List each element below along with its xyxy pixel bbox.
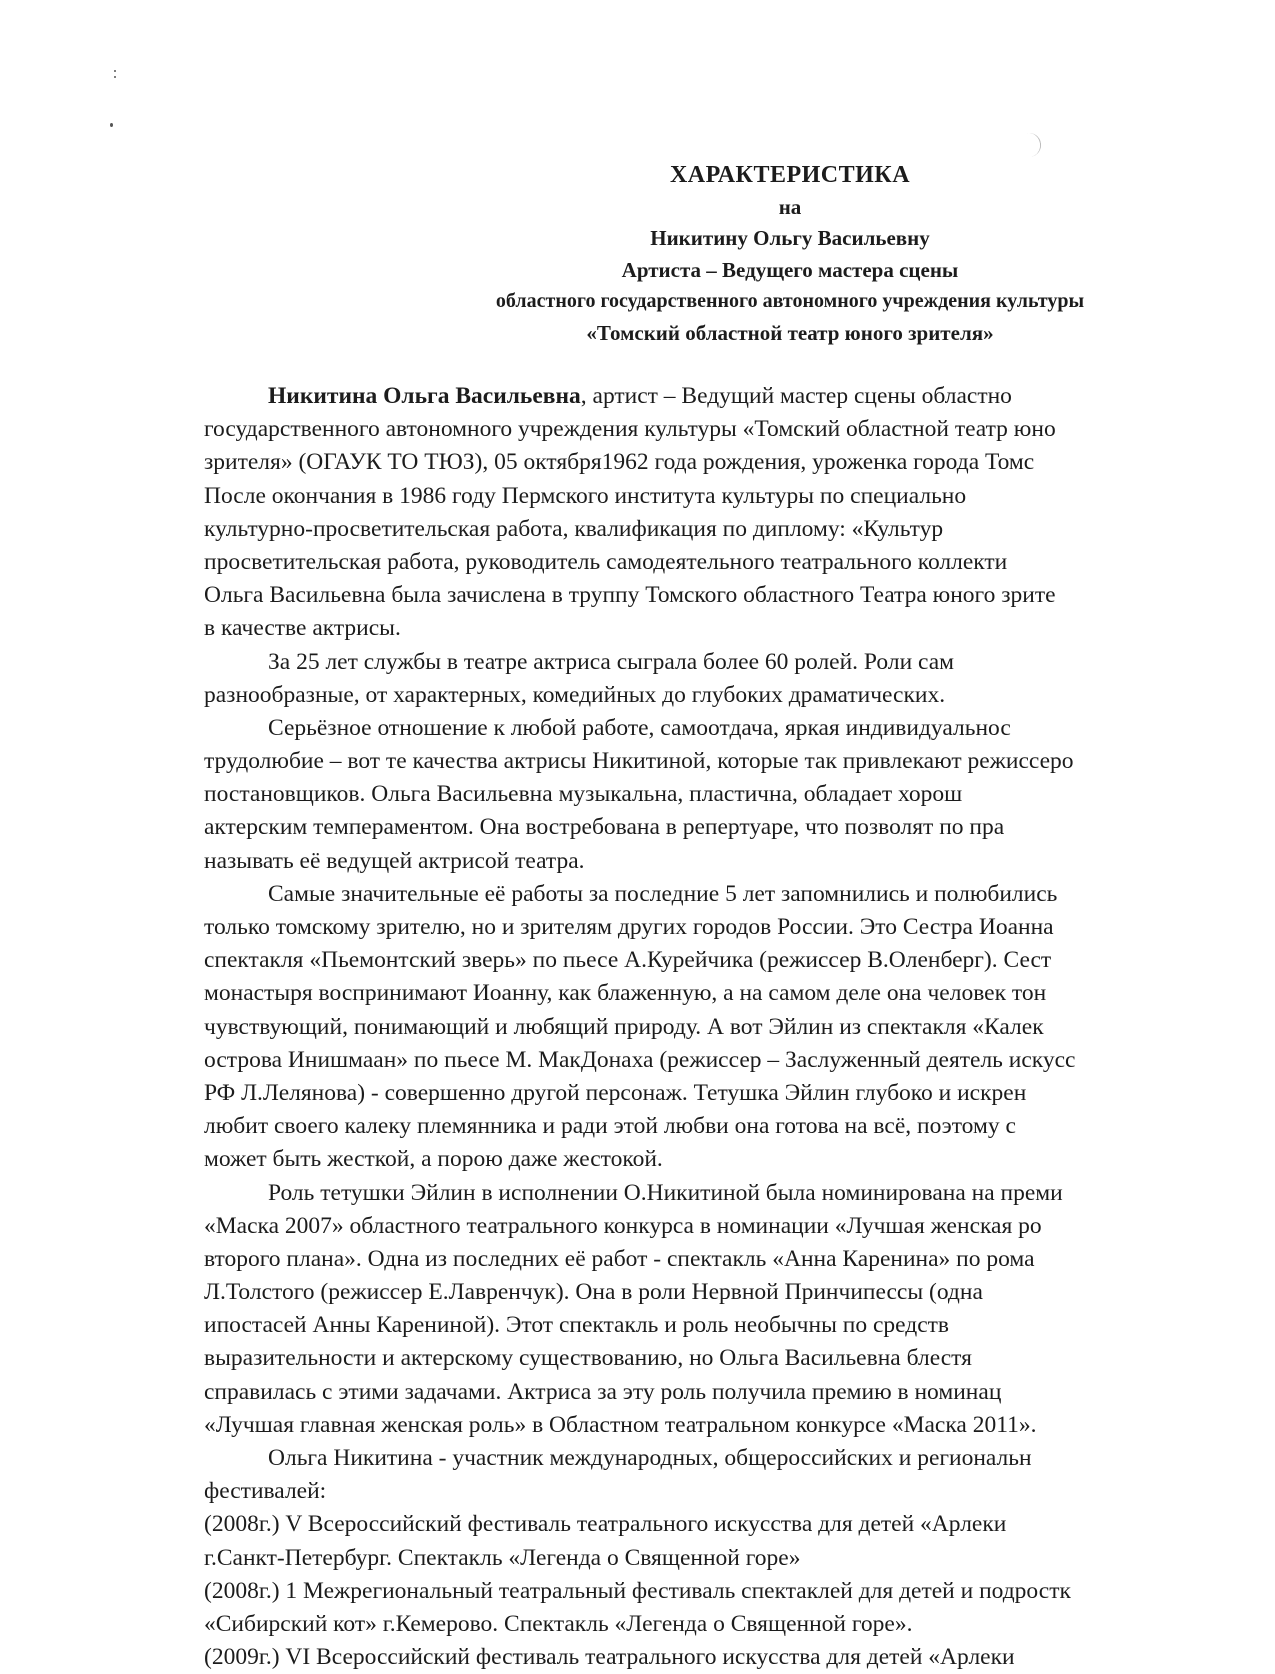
- body-line: называть её ведущей актрисой театра.: [204, 847, 585, 874]
- body-line: Ольга Васильевна была зачислена в труппу Томского областного Театра юного зрите: [204, 582, 1056, 609]
- body-line: «Маска 2007» областного театрального конкурса в номинации «Лучшая женская ро: [204, 1212, 1042, 1239]
- header-theatre-name: «Томский областной театр юного зрителя»: [586, 320, 994, 345]
- body-line: За 25 лет службы в театре актриса сыграла более 60 ролей. Роли сам: [268, 648, 955, 675]
- body-line: справилась с этими задачами. Актриса за эту роль получила премию в номинац: [204, 1378, 1002, 1405]
- body-line: Никитина Ольга Васильевна, артист – Ведущий мастер сцены областно: [268, 383, 1012, 409]
- header-preposition: на: [778, 194, 802, 219]
- scan-speck: [114, 70, 116, 72]
- body-line: просветительская работа, руководитель самодеятельного театрального коллекти: [204, 548, 1008, 575]
- body-line: (2009г.) VI Всероссийский фестиваль театрального искусства для детей «Арлеки: [204, 1644, 1015, 1671]
- lead-name: Никитина Ольга Васильевна: [268, 383, 581, 409]
- body-line: острова Инишмаан» по пьесе М. МакДонаха (режиссер – Заслуженный деятель искусс: [204, 1046, 1076, 1073]
- body-line: может быть жесткой, а порою даже жестокой.: [204, 1146, 663, 1173]
- body-line: РФ Л.Лелянова) - совершенно другой персонаж. Тетушка Эйлин глубоко и искрен: [204, 1079, 1027, 1106]
- body-line: «Лучшая главная женская роль» в Областном театральном конкурсе «Маска 2011».: [204, 1411, 1037, 1438]
- body-line: ипостасей Анны Карениной). Этот спектакль и роль необычны по средств: [204, 1312, 950, 1339]
- body-line: трудолюбие – вот те качества актрисы Никитиной, которые так привлекают режиссеро: [204, 748, 1074, 775]
- body-line: Самые значительные её работы за последние 5 лет запомнились и полюбились: [268, 880, 1058, 907]
- body-line: После окончания в 1986 году Пермского института культуры по специально: [204, 482, 967, 509]
- scan-speck: [110, 123, 113, 127]
- body-line: (2008г.) 1 Межрегиональный театральный фестиваль спектаклей для детей и подростк: [204, 1577, 1071, 1604]
- body-line: государственного автономного учреждения культуры «Томский областной театр юно: [204, 416, 1056, 443]
- body-line: постановщиков. Ольга Васильевна музыкальна, пластична, обладает хорош: [204, 781, 963, 808]
- body-line: «Сибирский кот» г.Кемерово. Спектакль «Легенда о Священной горе».: [204, 1610, 913, 1637]
- header-person-name: Никитину Ольгу Васильевну: [650, 226, 930, 250]
- body-line: (2008г.) V Всероссийский фестиваль театрального искусства для детей «Арлеки: [204, 1511, 1007, 1538]
- document-title: ХАРАКТЕРИСТИКА: [669, 162, 911, 188]
- body-line: фестивалей:: [204, 1478, 327, 1505]
- body-line: Серьёзное отношение к любой работе, самоотдача, яркая индивидуальнос: [268, 714, 1011, 741]
- document-body: [204, 380, 1275, 1671]
- scan-speck: [114, 76, 116, 78]
- header-position: Артиста – Ведущего мастера сцены: [621, 257, 959, 282]
- scan-artifact: [1026, 131, 1043, 157]
- body-line: выразительности и актерскому существованию, но Ольга Васильевна блестя: [204, 1345, 972, 1372]
- body-line: зрителя» (ОГАУК ТО ТЮЗ), 05 октября1962 года рождения, уроженка города Томс: [204, 449, 1035, 476]
- body-line: второго плана». Одна из последних её работ - спектакль «Анна Каренина» по рома: [204, 1245, 1035, 1272]
- header-organization: областного государственного автономного учреждения культуры: [495, 290, 1085, 312]
- body-line: спектакля «Пьемонтский зверь» по пьесе А.Курейчика (режиссер В.Оленберг). Сест: [204, 947, 1052, 974]
- body-line: Л.Толстого (режиссер Е.Лавренчук). Она в роли Нервной Принчипессы (одна: [204, 1279, 983, 1306]
- body-line: Роль тетушки Эйлин в исполнении О.Никитиной была номинирована на преми: [268, 1179, 1063, 1206]
- body-line: Ольга Никитина - участник международных, общероссийских и региональн: [268, 1445, 1032, 1471]
- body-line: только томскому зрителю, но и зрителям других городов России. Это Сестра Иоанна: [204, 914, 1054, 940]
- body-line: г.Санкт-Петербург. Спектакль «Легенда о Священной горе»: [204, 1544, 801, 1571]
- body-line: чувствующий, понимающий и любящий природу. А вот Эйлин из спектакля «Калек: [204, 1013, 1044, 1040]
- body-line: любит своего калеку племянника и ради этой любви она готова на всё, поэтому с: [204, 1113, 1016, 1140]
- body-line: культурно-просветительская работа, квалификация по диплому: «Культур: [204, 515, 944, 542]
- body-line: актерским темпераментом. Она востребована в репертуаре, что позволят по пра: [204, 814, 1005, 841]
- body-line: монастыря воспринимают Иоанну, как блаженную, а на самом деле она человек тон: [204, 980, 1047, 1007]
- body-line: разнообразные, от характерных, комедийных до глубоких драматических.: [204, 681, 946, 708]
- document-header: [380, 160, 1200, 349]
- body-line: в качестве актрисы.: [204, 615, 401, 642]
